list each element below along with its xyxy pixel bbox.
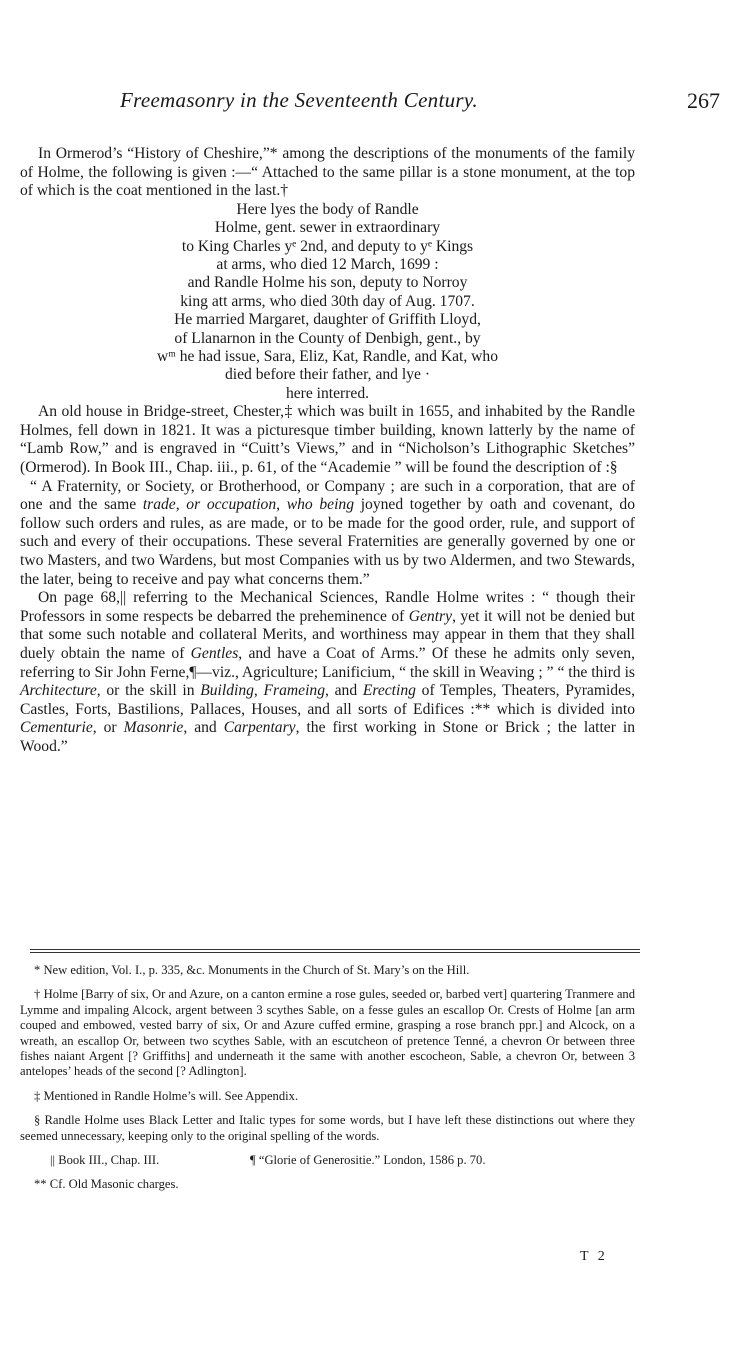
- paragraph-old-house: An old house in Bridge-street, Chester,‡ which was built in 1655, and inhabited by the Randle Holmes, fell down in 1821. It was a picturesque timber building, known latterly by the name of “Lamb Row,” and is engraved in “Cuitt’s Views,” and in “Nicholson’s Lithographic Sketches” (Ormerod). In Book III., Chap. iii., p. 61, of the “Academie ” will be found the description of :§: [20, 403, 635, 477]
- inscription-line: wᵐ he had issue, Sara, Eliz, Kat, Randle, and Kat, who: [156, 348, 499, 366]
- inscription-line: to King Charles yᵉ 2nd, and deputy to yᵉ Kings: [181, 237, 474, 255]
- footnote-star: * New edition, Vol. I., p. 335, &c. Monuments in the Church of St. Mary’s on the Hill.: [34, 963, 470, 977]
- italic-term: Carpentary: [223, 719, 296, 737]
- paragraph-text: , or: [92, 719, 124, 737]
- footnote-divider: [30, 949, 640, 950]
- footnote-double-dagger: ‡ Mentioned in Randle Holme’s will. See Appendix.: [34, 1088, 299, 1103]
- quote-text: joyned together by oath and covenant, do follow such orders and rules, as are made, or to be made for the good order, rule, and support of such and every of their occupations. These several Fraternities are generally governed by one or two Masters, and two Wardens, but most Companies with us by two Aldermen, and two Stewards, the later, being to receive and pay what concerns them.”: [20, 496, 635, 588]
- paragraph-text: , yet it will not be denied but that some such notable and collateral Merits, and worthiness may appear in them that they shall duely obtain the name of: [20, 607, 635, 662]
- italic-term: Gentry: [408, 607, 453, 625]
- running-title: Freemasonry in the Seventeenth Century.: [120, 88, 478, 112]
- running-header: [20, 88, 735, 122]
- printer-signature: T 2: [580, 1249, 608, 1264]
- footnote-divider: [30, 952, 640, 953]
- italic-term: Building, Frameing: [200, 682, 326, 700]
- inscription-line: at arms, who died 12 March, 1699 :: [216, 256, 439, 273]
- inscription-line: Holme, gent. sewer in extraordinary: [214, 219, 441, 237]
- inscription-line: Here lyes the body of Randle: [236, 200, 419, 218]
- inscription-line: He married Margaret, daughter of Griffith Lloyd,: [174, 311, 481, 329]
- fraternity-quote: [20, 478, 635, 590]
- paragraph-text: , and have a Coat of Arms.” Of these he admits only seven, referring to Sir John Ferne,¶—viz., Agriculture; Lanificium, “ the skill in Weaving ; ” “ the third is: [20, 644, 635, 681]
- inscription-line: here interred.: [285, 384, 370, 402]
- inscription-line: of Llanarnon in the County of Denbigh, gent., by: [174, 329, 481, 347]
- italic-term: Architecture: [20, 682, 97, 700]
- quote-text: “ A Fraternity, or Society, or Brotherhood, or Company ; are such in a corporation, that are of one and the same: [20, 477, 635, 514]
- footnotes: [20, 963, 635, 1202]
- main-text: [20, 145, 635, 757]
- paragraph-text: On page 68,|| referring to the Mechanical Sciences, Randle Holme writes : “ though their Professors in some respects be debarred the preheminence of: [20, 589, 635, 625]
- paragraph-mechanical-sciences: [20, 589, 635, 756]
- italic-term: Erecting: [362, 682, 416, 700]
- paragraph-text: , and: [183, 719, 224, 737]
- footnote-row: [20, 1153, 635, 1168]
- footnote-pilcrow: ¶ “Glorie of Generositie.” London, 1586 p. 70.: [250, 1153, 486, 1168]
- monument-inscription: [20, 201, 635, 403]
- italic-term: Cementurie: [20, 719, 93, 737]
- paragraph-text: of Temples, Theaters, Pyramides, Castles, Forts, Bastilions, Pallaces, Houses, and all sorts of Edifices :** which is divided into: [20, 682, 635, 718]
- paragraph-text: , or the skill in: [96, 682, 201, 700]
- inscription-line: and Randle Holme his son, deputy to Norroy: [187, 274, 468, 292]
- inscription-line: king att arms, who died 30th day of Aug. 1707.: [180, 292, 475, 310]
- quote-italic: trade, or occupation, who being: [142, 496, 355, 514]
- page-number: 267: [687, 88, 720, 113]
- paragraph-text: , the first working in Stone or Brick ; the latter in Wood.”: [20, 719, 635, 755]
- italic-term: Gentles: [190, 644, 239, 662]
- footnote-double-star: ** Cf. Old Masonic charges.: [34, 1177, 179, 1192]
- footnote-parallel: || Book III., Chap. III.: [50, 1153, 160, 1168]
- paragraph-ormerod: In Ormerod’s “History of Cheshire,”* among the descriptions of the monuments of the family of Holme, the following is given :—“ Attached to the same pillar is a stone monument, at the top of which is the coat mentioned in the last.†: [20, 145, 635, 200]
- inscription-line: died before their father, and lye ·: [224, 366, 431, 384]
- italic-term: Masonrie: [123, 719, 184, 737]
- paragraph-text: , and: [325, 682, 363, 700]
- footnote-dagger: † Holme [Barry of six, Or and Azure, on a canton ermine a rose gules, seeded or, barbed vert] quartering Tranmere and Lymme and impaling Alcock, argent between 3 scythes Sable, on a fesse gules an escallop Or. Crests of Holme [an arm couped and embowed, vested barry of six, Or and Azure cuffed ermine, grasping a rose branch ppr.] and Alcock, on a wreath, an escallop Or, between two scythes Sable, with an escutcheon of pretence Tenné, a chevron Or between three fishes naiant Argent [? Griffiths] and underneath it the same with another escocheon, Sable, a chevron Or, between 3 antelopes’ heads of the second [? Adlington].: [20, 987, 635, 1079]
- footnote-section: § Randle Holme uses Black Letter and Italic types for some words, but I have left these distinctions out where they seemed unnecessary, keeping only to the original spelling of the words.: [20, 1113, 635, 1143]
